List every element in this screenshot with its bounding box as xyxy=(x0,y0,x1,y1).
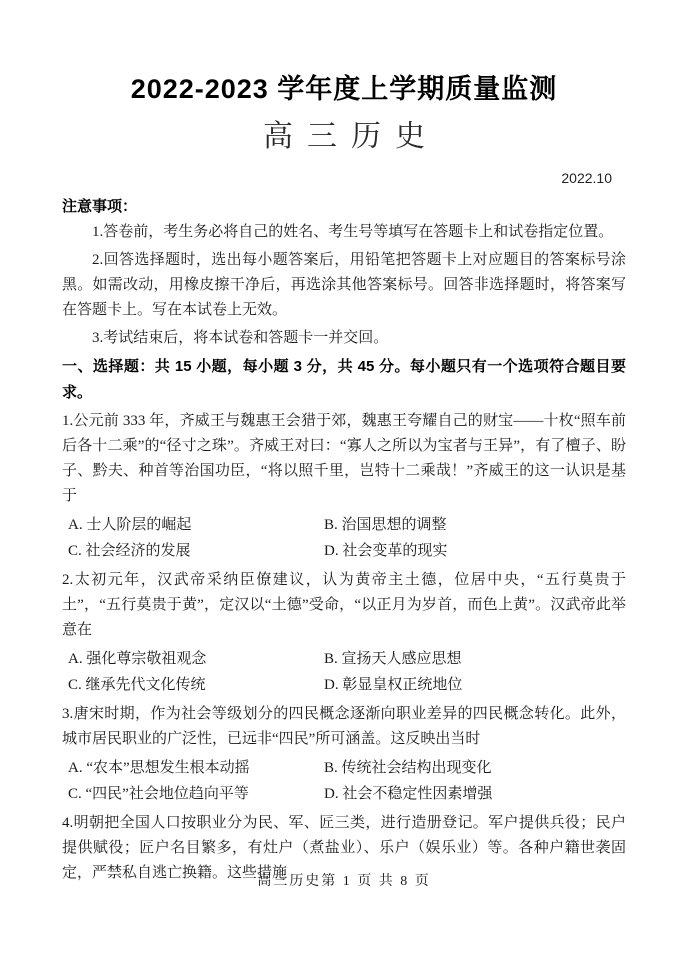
page-footer: 高三历史第 1 页 共 8 页 xyxy=(257,874,431,889)
question-1-option-b: B. 治国思想的调整 xyxy=(324,517,447,533)
question-1-stem: 1.公元前 333 年，齐威王与魏惠王会猎于郊，魏惠王夸耀自己的财宝——十枚“照车前后各十二乘”的“径寸之珠”。齐威王对曰：“寡人之所以为宝者与王异”，有了檀子、盼子、黔夫、种首等治国功臣，“将以照千里，岂特十二乘哉！”齐威王的这一认识是基于 xyxy=(62,413,626,504)
question-1-option-c: C. 社会经济的发展 xyxy=(68,543,191,559)
question-3 xyxy=(62,702,626,807)
question-3-options xyxy=(62,755,626,807)
page-subtitle: 高三历史 xyxy=(263,119,439,154)
question-2-option-d: D. 彰显皇权正统地位 xyxy=(324,677,463,693)
question-2 xyxy=(62,568,626,698)
question-2-option-c: C. 继承先代文化传统 xyxy=(68,677,206,693)
question-3-option-a: A. “农本”思想发生根本动摇 xyxy=(68,760,250,776)
question-2-stem: 2.太初元年，汉武帝采纳臣僚建议，认为黄帝主土德，位居中央，“五行莫贵于土”，“五行莫贵于黄”，定汉以“土德”受命，“以正月为岁首，而色上黄”。汉武帝此举意在 xyxy=(62,572,626,638)
question-4-stem: 4.明朝把全国人口按职业分为民、军、匠三类，进行造册登记。军户提供兵役；民户提供赋役；匠户名目繁多，有灶户（煮盐业）、乐户（娱乐业）等。各种户籍世袭固定，严禁私自逃亡换籍。这些措施 xyxy=(62,815,626,881)
question-1 xyxy=(62,409,626,564)
question-1-option-d: D. 社会变革的现实 xyxy=(324,543,448,559)
question-1-option-a: A. 士人阶层的崛起 xyxy=(68,517,192,533)
question-3-option-b: B. 传统社会结构出现变化 xyxy=(324,760,492,776)
question-3-option-d: D. 社会不稳定性因素增强 xyxy=(324,786,493,802)
page-title: 2022-2023 学年度上学期质量监测 xyxy=(130,74,558,104)
question-3-stem: 3.唐宋时期，作为社会等级划分的四民概念逐渐向职业差异的四民概念转化。此外，城市居民职业的广泛性，已远非“四民”所可涵盖。这反映出当时 xyxy=(62,706,626,747)
question-1-options xyxy=(62,512,626,564)
notice-section xyxy=(62,194,626,351)
question-3-option-c: C. “四民”社会地位趋向平等 xyxy=(68,786,249,802)
notice-item-2: 2.回答选择题时，选出每小题答案后，用铅笔把答题卡上对应题目的答案标号涂黑。如需改动，用橡皮擦干净后，再选涂其他答案标号。回答非选择题时，将答案写在答题卡上。写在本试卷上无效。 xyxy=(62,252,626,318)
question-2-options xyxy=(62,646,626,698)
exam-date: 2022.10 xyxy=(561,170,612,186)
section-heading: 一、选择题：共 15 小题，每小题 3 分，共 45 分。每小题只有一个选项符合题目要求。 xyxy=(62,358,626,401)
notice-item-1: 1.答卷前，考生务必将自己的姓名、考生号等填写在答题卡上和试卷指定位置。 xyxy=(92,224,614,240)
question-2-option-b: B. 宣扬天人感应思想 xyxy=(324,651,462,667)
notice-item-3: 3.考试结束后，将本试卷和答题卡一并交回。 xyxy=(92,330,389,346)
notice-heading: 注意事项： xyxy=(62,198,138,215)
question-2-option-a: A. 强化尊宗敬祖观念 xyxy=(68,651,207,667)
